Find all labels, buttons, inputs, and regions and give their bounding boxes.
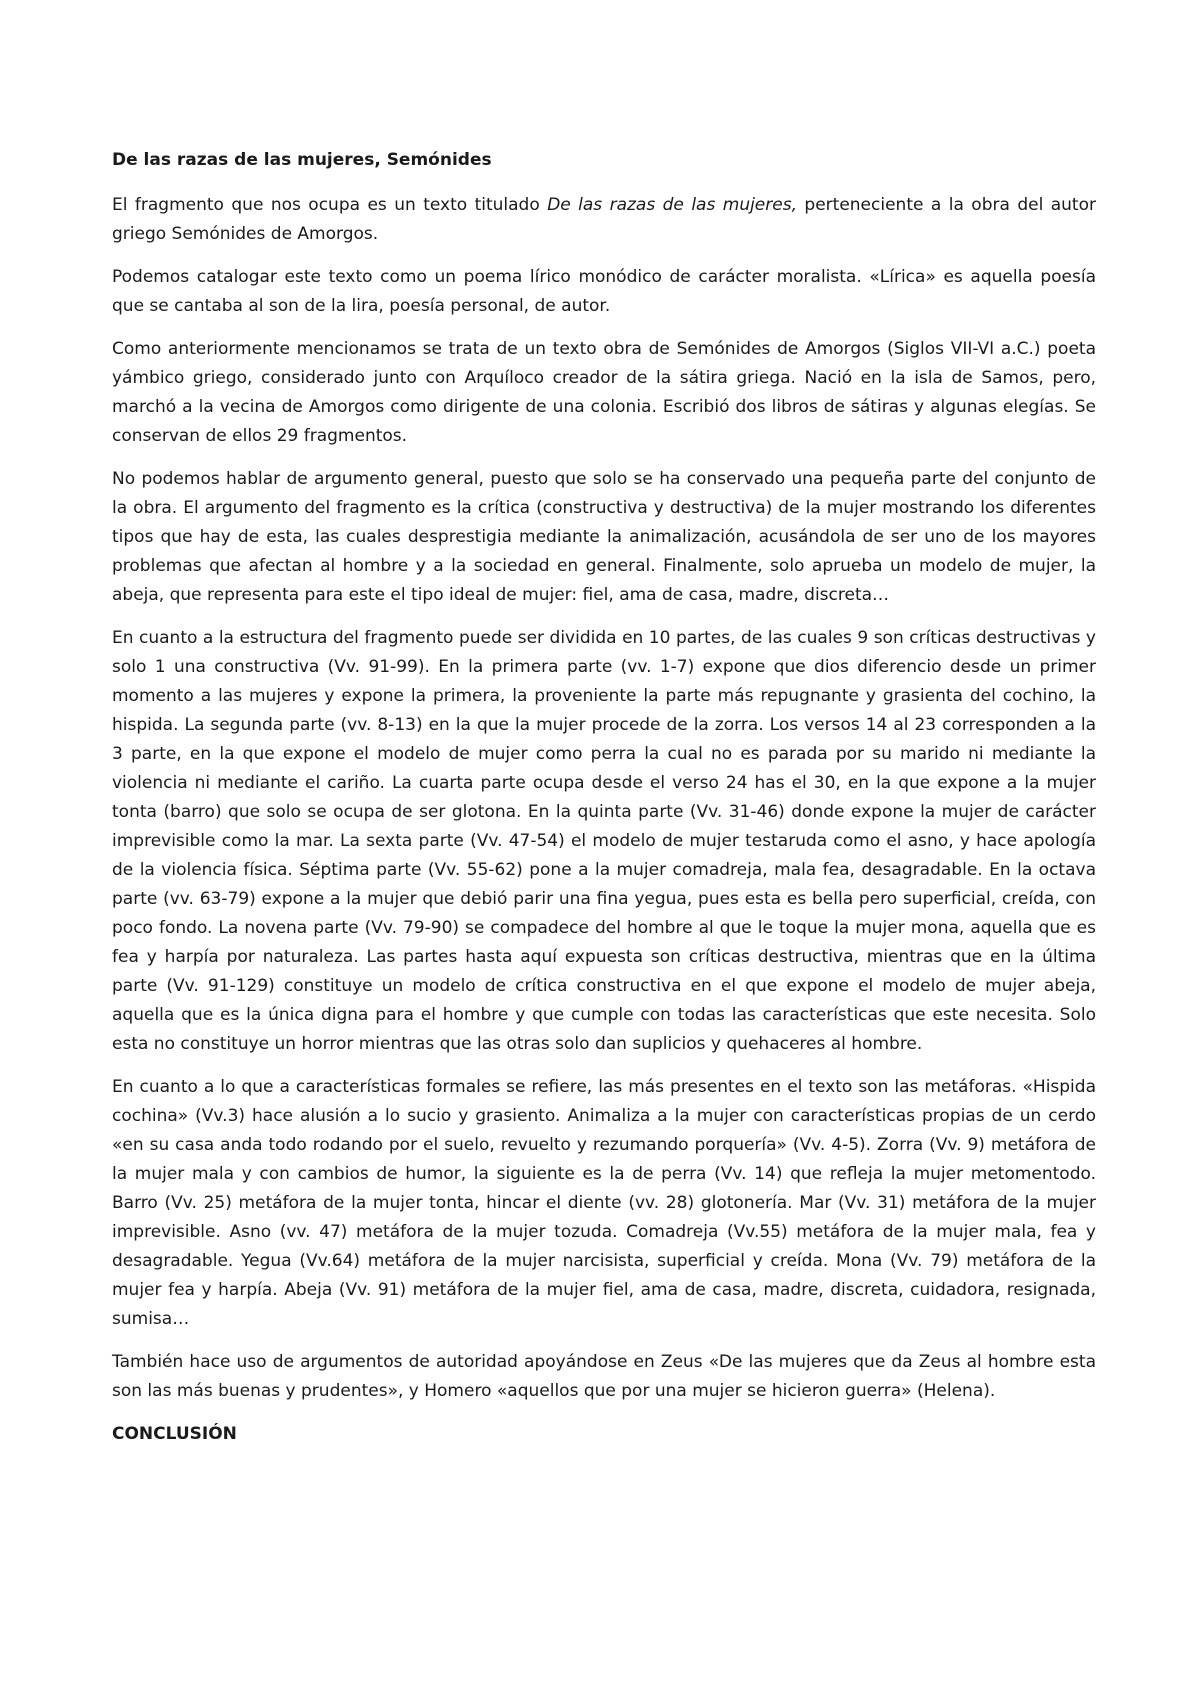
document-body xyxy=(112,146,1096,1449)
paragraph-formal-features: En cuanto a lo que a características formales se refiere, las más presentes en el texto son las metáforas. «Hispida cochina» (Vv.3) hace alusión a lo sucio y grasiento. Animaliza a la mujer con características propias de un cerdo «en su casa anda todo rodando por el suelo, revuelto y rezumando porquería» (Vv. 4-5). Zorra (Vv. 9) metáfora de la mujer mala y con cambios de humor, la siguiente es la de perra (Vv. 14) que refleja la mujer metomentodo. Barro (Vv. 25) metáfora de la mujer tonta, hincar el diente (vv. 28) glotonería. Mar (Vv. 31) metáfora de la mujer imprevisible. Asno (vv. 47) metáfora de la mujer tozuda. Comadreja (Vv.55) metáfora de la mujer mala, fea y desagradable. Yegua (Vv.64) metáfora de la mujer narcisista, superficial y creída. Mona (Vv. 79) metáfora de la mujer fea y harpía. Abeja (Vv. 91) metáfora de la mujer fiel, ama de casa, madre, discreta, cuidadora, resignada, sumisa… xyxy=(112,1077,1096,1329)
document-title: De las razas de las mujeres, Semónides xyxy=(112,150,492,170)
intro-text-after: perteneciente a la obra del autor griego Semónides de Amorgos. xyxy=(112,195,1096,244)
conclusion-heading: CONCLUSIÓN xyxy=(112,1424,237,1444)
paragraph-classification: Podemos catalogar este texto como un poema lírico monódico de carácter moralista. «Lírica» es aquella poesía que se cantaba al son de la lira, poesía personal, de autor. xyxy=(112,267,1096,316)
paragraph-argument: No podemos hablar de argumento general, puesto que solo se ha conservado una pequeña parte del conjunto de la obra. El argumento del fragmento es la crítica (constructiva y destructiva) de la mujer mostrando los diferentes tipos que hay de esta, las cuales desprestigia mediante la animalización, acusándola de ser uno de los mayores problemas que afectan al hombre y a la sociedad en general. Finalmente, solo aprueba un modelo de mujer, la abeja, que representa para este el tipo ideal de mujer: fiel, ama de casa, madre, discreta… xyxy=(112,469,1096,605)
intro-paragraph xyxy=(112,191,1096,249)
paragraph-authority: También hace uso de argumentos de autoridad apoyándose en Zeus «De las mujeres que da Zeus al hombre esta son las más buenas y prudentes», y Homero «aquellos que por una mujer se hicieron guerra» (Helena). xyxy=(112,1352,1096,1401)
paragraph-structure: En cuanto a la estructura del fragmento puede ser dividida en 10 partes, de las cuales 9 son críticas destructivas y solo 1 una constructiva (Vv. 91-99). En la primera parte (vv. 1-7) expone que dios diferencio desde un primer momento a las mujeres y expone la primera, la proveniente la parte más repugnante y grasienta del cochino, la hispida. La segunda parte (vv. 8-13) en la que la mujer procede de la zorra. Los versos 14 al 23 corresponden a la 3 parte, en la que expone el modelo de mujer como perra la cual no es parada por su marido ni mediante la violencia ni mediante el cariño. La cuarta parte ocupa desde el verso 24 has el 30, en la que expone a la mujer tonta (barro) que solo se ocupa de ser glotona. En la quinta parte (Vv. 31-46) donde expone la mujer de carácter imprevisible como la mar. La sexta parte (Vv. 47-54) el modelo de mujer testaruda como el asno, y hace apología de la violencia física. Séptima parte (Vv. 55-62) pone a la mujer comadreja, mala fea, desagradable. En la octava parte (vv. 63-79) expone a la mujer que debió parir una fina yegua, pues esta es bella pero superficial, creída, con poco fondo. La novena parte (Vv. 79-90) se compadece del hombre al que le toque la mujer mona, aquella que es fea y harpía por naturaleza. Las partes hasta aquí expuesta son críticas destructiva, mientras que en la última parte (Vv. 91-129) constituye un modelo de crítica constructiva en el que expone el modelo de mujer abeja, aquella que es la única digna para el hombre y que cumple con todas las características que este necesita. Solo esta no constituye un horror mientras que las otras solo dan suplicios y quehaceres al hombre. xyxy=(112,628,1096,1054)
intro-text-before: El fragmento que nos ocupa es un texto titulado xyxy=(112,195,548,215)
paragraph-author: Como anteriormente mencionamos se trata de un texto obra de Semónides de Amorgos (Siglos VII-VI a.C.) poeta yámbico griego, considerado junto con Arquíloco creador de la sátira griega. Nació en la isla de Samos, pero, marchó a la vecina de Amorgos como dirigente de una colonia. Escribió dos libros de sátiras y algunas elegías. Se conservan de ellos 29 fragmentos. xyxy=(112,339,1096,446)
work-title-emphasis: De las razas de las mujeres, xyxy=(547,195,797,215)
